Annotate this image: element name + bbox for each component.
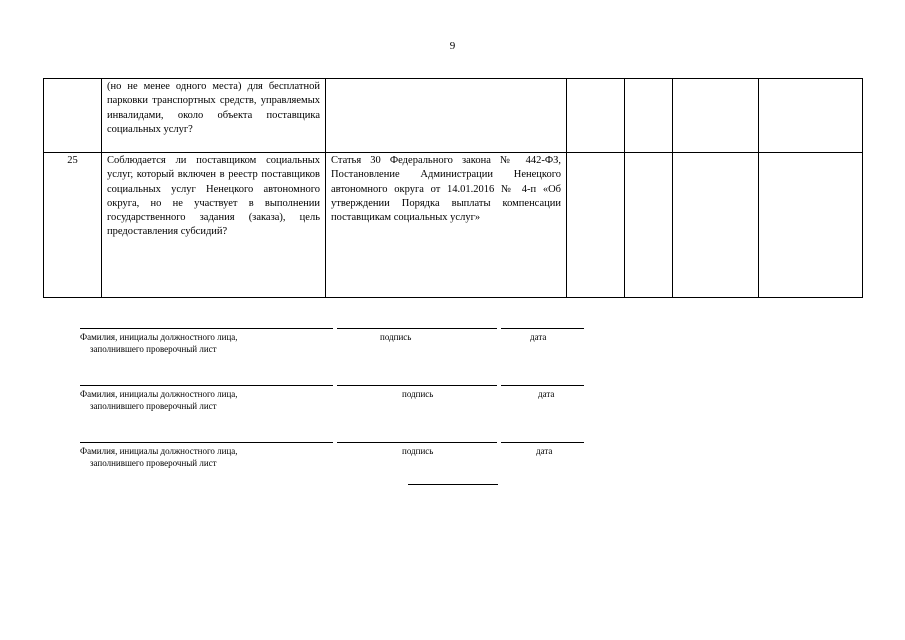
signer-label: Фамилия, инициалы должностного лица, заполнившего проверочный лист xyxy=(80,332,238,354)
signature-caption: подпись xyxy=(380,332,412,342)
footer-separator-line xyxy=(408,484,498,485)
answer-no-cell xyxy=(625,153,673,298)
date-line xyxy=(501,385,584,386)
answer-yes-cell xyxy=(567,153,625,298)
date-line xyxy=(501,328,584,329)
answer-na-cell xyxy=(673,79,759,153)
row-number xyxy=(44,79,102,153)
checklist-table xyxy=(43,78,863,298)
date-caption: дата xyxy=(530,332,547,342)
requirement-cell: (но не менее одного места) для бесплатной парковки транспортных средств, управляемых инвалидами, около объекта поставщика социальных услуг? xyxy=(102,79,326,153)
signature-line xyxy=(337,328,497,329)
notes-cell xyxy=(759,79,863,153)
signature-caption: подпись xyxy=(402,446,434,456)
answer-no-cell xyxy=(625,79,673,153)
signer-label: Фамилия, инициалы должностного лица, заполнившего проверочный лист xyxy=(80,446,238,468)
name-line xyxy=(80,328,333,329)
table-row xyxy=(44,153,863,298)
answer-yes-cell xyxy=(567,79,625,153)
signer-label: Фамилия, инициалы должностного лица, заполнившего проверочный лист xyxy=(80,389,238,411)
signature-caption: подпись xyxy=(402,389,434,399)
name-line xyxy=(80,442,333,443)
legal-basis-cell: Статья 30 Федерального закона № 442-ФЗ, Постановление Администрации Ненецкого автономного округа от 14.01.2016 № 4-п «Об утверждении Порядка выплаты компенсации поставщикам социальных услуг» xyxy=(326,153,567,298)
row-number: 25 xyxy=(44,153,102,298)
table-row xyxy=(44,79,863,153)
page-number: 9 xyxy=(449,40,456,52)
signature-line xyxy=(337,385,497,386)
date-line xyxy=(501,442,584,443)
requirement-cell: Соблюдается ли поставщиком социальных услуг, который включен в реестр поставщиков социальных услуг Ненецкого автономного округа, но не участвует в выполнении государственного задания (заказа), цель предоставления субсидий? xyxy=(102,153,326,298)
notes-cell xyxy=(759,153,863,298)
answer-na-cell xyxy=(673,153,759,298)
signature-line xyxy=(337,442,497,443)
date-caption: дата xyxy=(538,389,555,399)
legal-basis-cell xyxy=(326,79,567,153)
date-caption: дата xyxy=(536,446,553,456)
name-line xyxy=(80,385,333,386)
